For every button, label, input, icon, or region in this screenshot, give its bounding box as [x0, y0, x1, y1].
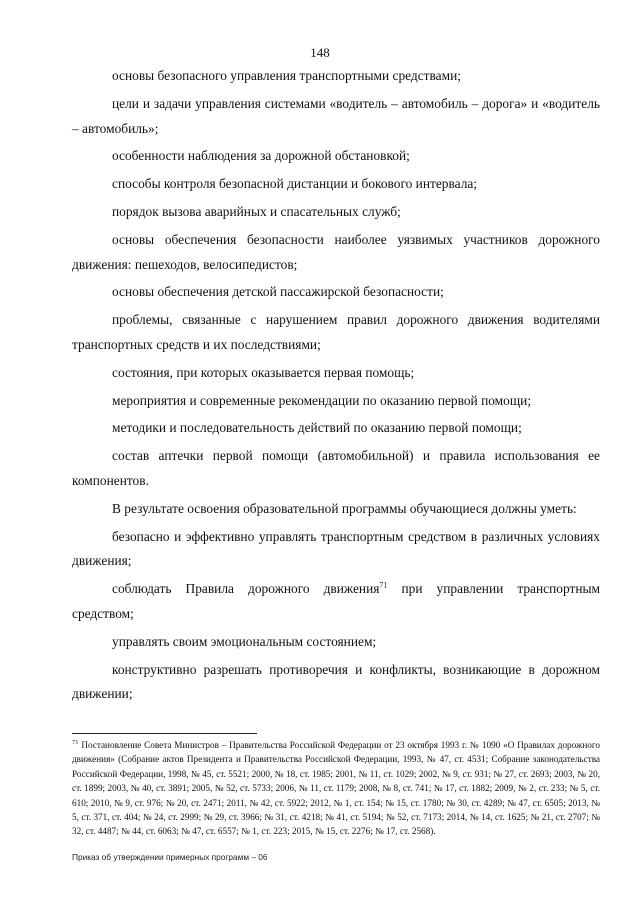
footnote-ref[interactable]: 71: [379, 580, 388, 590]
paragraph: состав аптечки первой помощи (автомобильной) и правила использования ее компонентов.: [72, 448, 600, 488]
footnote-number: 71: [72, 738, 79, 746]
page-number: 148: [310, 45, 330, 60]
main-text: [72, 64, 600, 710]
paragraph: безопасно и эффективно управлять транспортным средством в различных условиях движения;: [72, 528, 600, 569]
paragraph-text: соблюдать Правила дорожного движения: [112, 581, 380, 597]
paragraph: основы безопасного управления транспортными средствами;: [112, 68, 461, 83]
paragraph-text: при управлении транспортным средством;: [72, 581, 600, 621]
paragraph: конструктивно разрешать противоречия и конфликты, возникающие в дорожном движении;: [72, 661, 600, 702]
paragraph: В результате освоения образовательной программы обучающиеся должны уметь:: [112, 500, 577, 516]
footer-caption: Приказ об утверждении примерных программ – 06: [72, 852, 268, 862]
paragraph: способы контроля безопасной дистанции и бокового интервала;: [112, 176, 478, 192]
paragraph: порядок вызова аварийных и спасательных служб;: [112, 203, 401, 219]
paragraph: цели и задачи управления системами «водитель – автомобиль – дорога» и «водитель – автомобиль»;: [72, 95, 600, 136]
paragraph: проблемы, связанные с нарушением правил дорожного движения водителями транспортных средств и их последствиями;: [72, 312, 600, 352]
footnote-divider: [72, 733, 257, 734]
paragraph: основы обеспечения детской пассажирской безопасности;: [112, 284, 444, 300]
footnote-text: Постановление Совета Министров – Правительства Российской Федерации от 23 октября 1993 г. № 1090 «О Правилах дорожного движения» (Собрание актов Президента и Правительства Российской Федерации, 1993, № 47, ст. 4531; Собрание законодательства Российской Федерации, 1998, № 45, ст. 5521; 2000, № 18, ст. 1985; 2001, № 11, ст. 1029; 2002, № 9, ст. 931; № 27, ст. 2693; 2003, № 20, ст. 1899; 2003, № 40, ст. 3891; 2005, № 52, ст. 5733; 2006, № 11, ст. 1179; 2008, № 8, ст. 741; № 17, ст. 1882; 2009, № 2, ст. 233; № 5, ст. 610; 2010, № 9, ст. 976; № 20, ст. 2471; 2011, № 42, ст. 5922; 2012, № 1, ст. 154; № 15, ст. 1780; № 30, ст. 4289; № 47, ст. 6505; 2013, № 5, ст. 371, ст. 404; № 24, ст. 2999; № 29, ст. 3966; № 31, ст. 4218; № 41, ст. 5194; № 52, ст. 7173; 2014, № 14, ст. 1625; № 21, ст. 2707; № 32, ст. 4487; № 44, ст. 6063; № 47, ст. 6557; № 1, ст. 223; 2015, № 15, ст. 2276; № 17, ст. 2568).: [72, 740, 600, 837]
paragraph: методики и последовательность действий по оказанию первой помощи;: [112, 420, 522, 436]
footnote: [72, 738, 600, 839]
paragraph: состояния, при которых оказывается первая помощь;: [112, 364, 415, 380]
paragraph-with-footnote: [72, 577, 600, 627]
paragraph: основы обеспечения безопасности наиболее уязвимых участников дорожного движения: пешеходов, велосипедистов;: [72, 231, 600, 272]
paragraph: особенности наблюдения за дорожной обстановкой;: [112, 148, 410, 164]
paragraph: мероприятия и современные рекомендации по оказанию первой помощи;: [112, 392, 532, 408]
paragraph: управлять своим эмоциональным состоянием;: [112, 633, 377, 649]
